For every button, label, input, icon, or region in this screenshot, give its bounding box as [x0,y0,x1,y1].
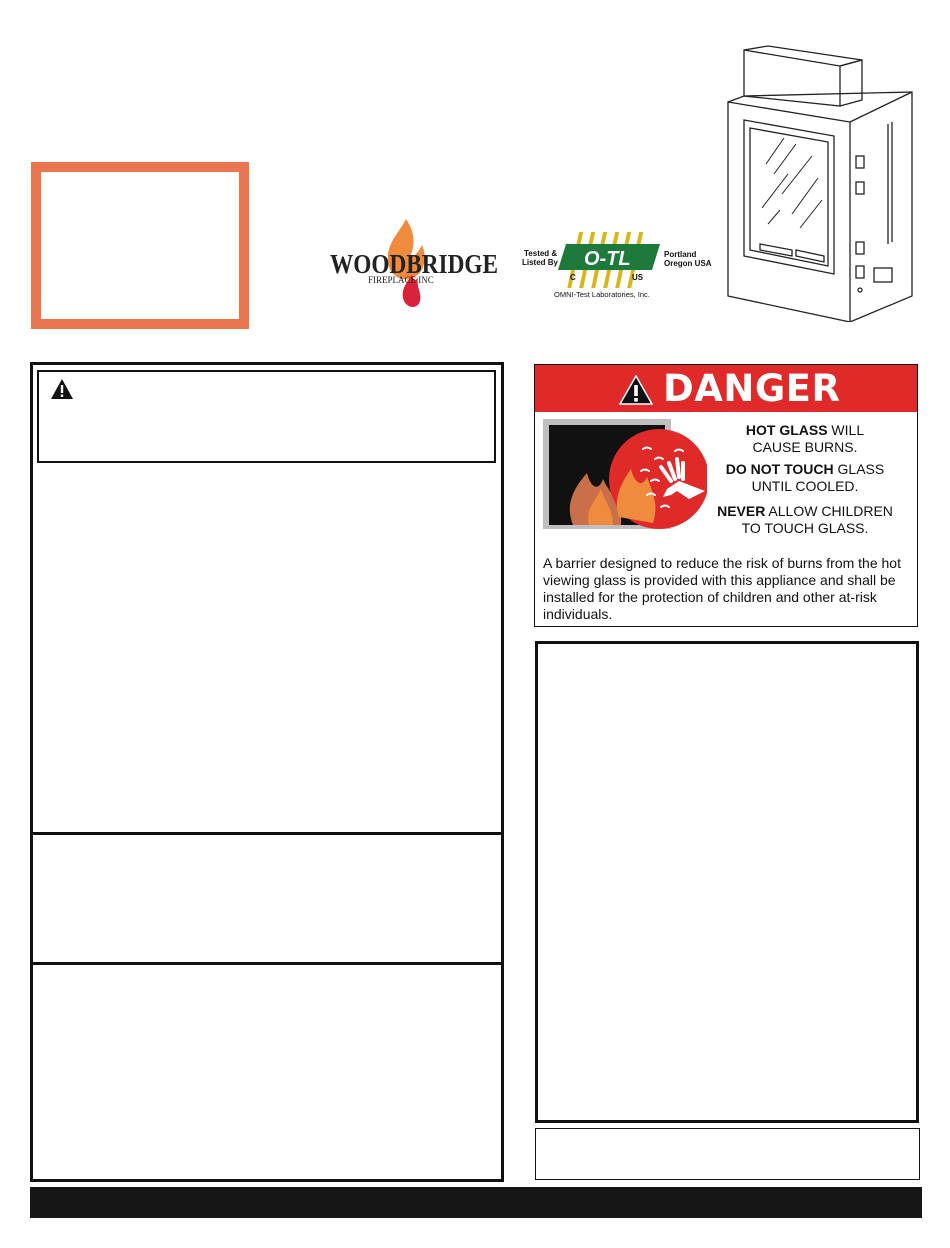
fireplace-illustration [722,44,918,322]
woodbridge-subtitle: FIREPLACE INC [368,275,434,285]
left-warning-panel [30,362,504,1182]
danger-label [534,364,918,627]
warning-triangle-icon [619,375,653,405]
otl-country-us: US [632,273,644,282]
hot-glass-hand-icon [543,419,707,531]
otl-mark: O-TL [584,248,631,270]
danger-message-do-not-touch: DO NOT TOUCH GLASS UNTIL COOLED. [725,461,885,494]
footer-bar [30,1187,922,1218]
danger-message-children: NEVER ALLOW CHILDREN TO TOUCH GLASS. [717,503,893,536]
otl-city-line1: Portland [664,250,697,259]
bottom-right-box [535,1128,920,1180]
otl-lab-name: OMNI-Test Laboratories, Inc. [554,290,650,299]
danger-header [535,365,917,412]
danger-message-hot-glass: HOT GLASS WILL CAUSE BURNS. [745,422,865,455]
title-frame [31,162,249,329]
left-panel-divider [30,832,504,835]
woodbridge-logo [328,213,500,313]
otl-country-c: C [570,273,576,282]
warning-triangle-icon [50,378,74,400]
left-panel-divider [30,962,504,965]
barrier-notice: A barrier designed to reduce the risk of burns from the hot viewing glass is provided with this appliance and shall be installed for the protection of children and other at-risk individuals. [543,555,901,622]
woodbridge-wordmark: WOODBRIDGE [330,249,498,279]
otl-tested-line1: Tested & [524,249,558,258]
otl-tested-line2: Listed By [522,258,559,267]
warning-box [37,370,496,463]
danger-heading: DANGER [663,367,841,410]
otl-certification-logo [520,228,712,302]
otl-city-line2: Oregon USA [664,259,712,268]
right-info-panel [535,641,919,1123]
